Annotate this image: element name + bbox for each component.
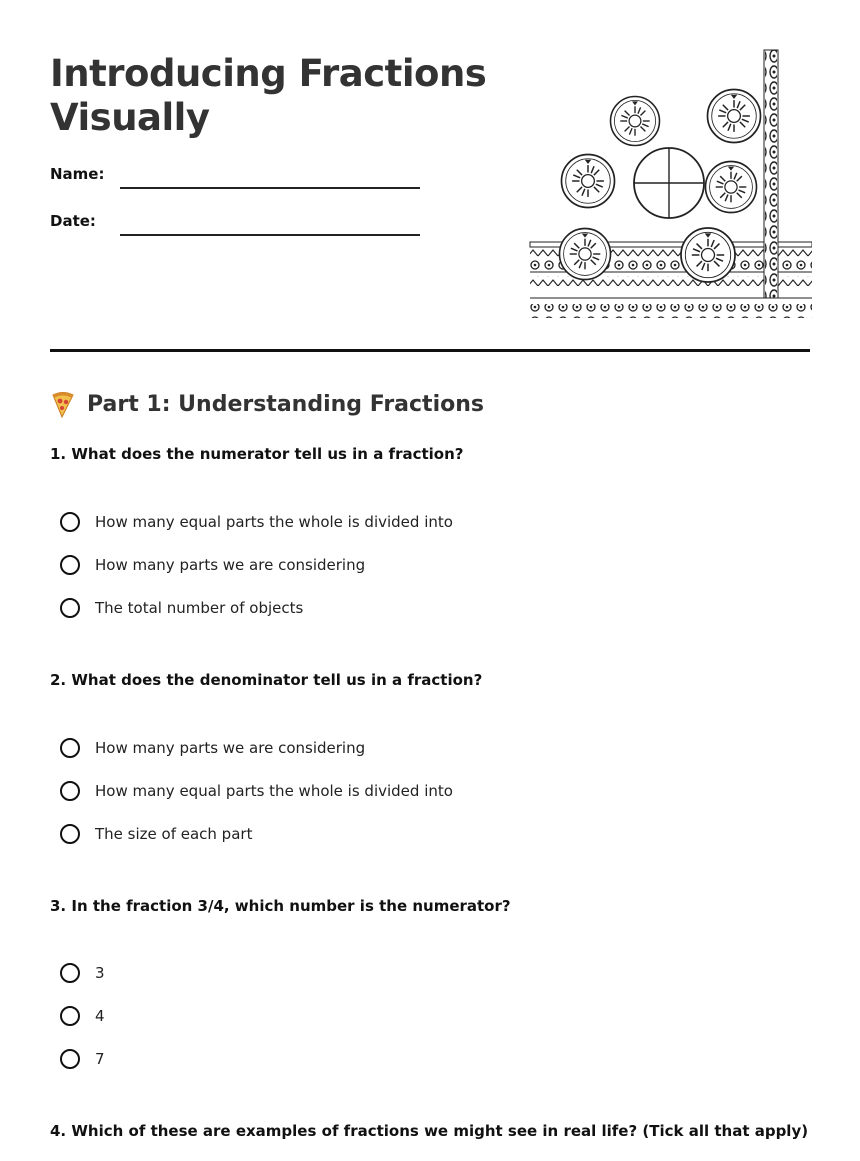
pizza-slice-icon (50, 389, 76, 419)
option-label: How many parts we are considering (95, 739, 366, 757)
option-label: How many parts we are considering (95, 556, 366, 574)
question-1: 1. What does the numerator tell us in a fraction? (50, 445, 464, 463)
kiwi-fraction-illustration (528, 48, 812, 326)
question-3-option-3[interactable] (60, 1046, 105, 1072)
radio-button[interactable] (60, 738, 80, 758)
name-field-line[interactable] (120, 187, 420, 189)
option-label: The size of each part (95, 825, 253, 843)
radio-button[interactable] (60, 555, 80, 575)
question-2-option-2[interactable] (60, 778, 453, 804)
question-4: 4. Which of these are examples of fractions we might see in real life? (Tick all that apply) (50, 1122, 809, 1140)
option-label: How many equal parts the whole is divided into (95, 513, 453, 531)
question-3-option-2[interactable] (60, 1003, 105, 1029)
date-field-line[interactable] (120, 234, 420, 236)
radio-button[interactable] (60, 824, 80, 844)
section-heading (50, 388, 484, 420)
radio-button[interactable] (60, 598, 80, 618)
worksheet-title (50, 52, 520, 140)
radio-button[interactable] (60, 781, 80, 801)
question-1-option-3[interactable] (60, 595, 303, 621)
radio-button[interactable] (60, 512, 80, 532)
question-3-option-1[interactable] (60, 960, 105, 986)
question-3: 3. In the fraction 3/4, which number is the numerator? (50, 897, 511, 915)
name-label: Name: (50, 165, 105, 183)
title-line-2: Visually (50, 96, 210, 139)
radio-button[interactable] (60, 963, 80, 983)
question-1-option-1[interactable] (60, 509, 453, 535)
question-2: 2. What does the denominator tell us in a fraction? (50, 671, 483, 689)
option-label: The total number of objects (95, 599, 304, 617)
question-1-option-2[interactable] (60, 552, 365, 578)
radio-button[interactable] (60, 1049, 80, 1069)
option-label: 7 (95, 1050, 105, 1068)
option-label: How many equal parts the whole is divided into (95, 782, 453, 800)
question-2-option-1[interactable] (60, 735, 365, 761)
title-line-1: Introducing Fractions (50, 52, 487, 95)
question-2-option-3[interactable] (60, 821, 252, 847)
header-divider (50, 349, 810, 352)
date-label: Date: (50, 212, 96, 230)
section-title: Part 1: Understanding Fractions (87, 391, 484, 417)
option-label: 4 (95, 1007, 105, 1025)
option-label: 3 (95, 964, 105, 982)
radio-button[interactable] (60, 1006, 80, 1026)
